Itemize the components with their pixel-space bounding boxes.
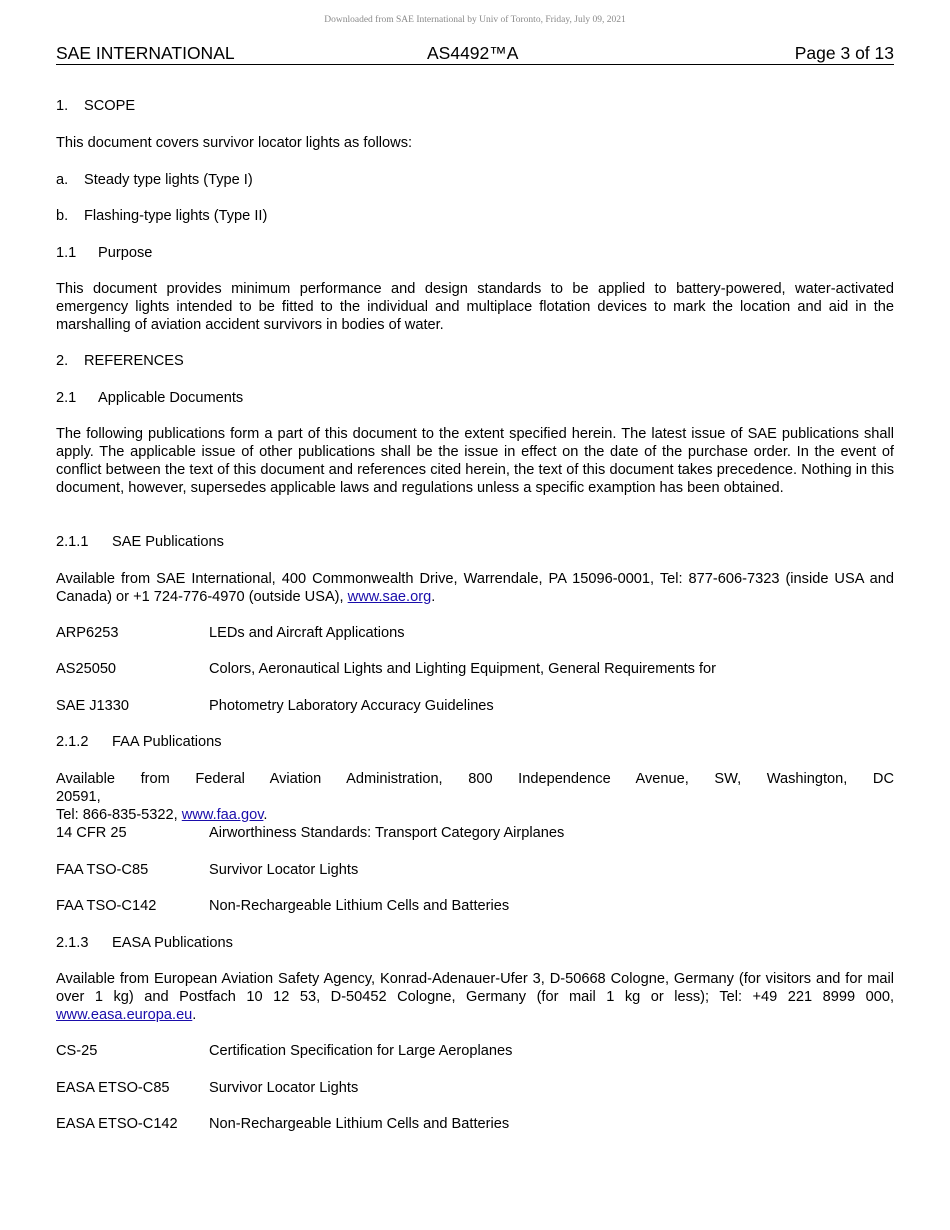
section-title: SAE Publications xyxy=(112,534,224,550)
scope-intro: This document covers survivor locator lights as follows: xyxy=(56,135,413,151)
reference-code: FAA TSO-C85 xyxy=(56,862,149,878)
reference-title: LEDs and Aircraft Applications xyxy=(209,625,405,641)
section-title: FAA Publications xyxy=(112,734,222,750)
scope-item xyxy=(56,207,894,225)
reference-code: EASA ETSO-C142 xyxy=(56,1116,178,1132)
section-title: Applicable Documents xyxy=(98,390,244,406)
download-watermark: Downloaded from SAE International by Univ of Toronto, Friday, July 09, 2021 xyxy=(324,15,626,25)
section-number: 1.1 xyxy=(56,245,77,261)
section-number: 2.1.2 xyxy=(56,734,89,750)
section-number: 2. xyxy=(56,353,69,369)
reference-row xyxy=(56,897,894,915)
reference-title: Non-Rechargeable Lithium Cells and Batteries xyxy=(209,1116,510,1132)
reference-row xyxy=(56,1042,894,1060)
item-text: Flashing-type lights (Type II) xyxy=(84,208,268,224)
header-org: SAE INTERNATIONAL xyxy=(56,43,235,63)
header-page-number: Page 3 of 13 xyxy=(794,43,894,63)
reference-row xyxy=(56,697,894,715)
item-letter: a. xyxy=(56,172,69,188)
reference-row xyxy=(56,861,894,879)
section-number: 1. xyxy=(56,98,69,114)
item-text: Steady type lights (Type I) xyxy=(84,172,253,188)
section-title: Purpose xyxy=(98,245,153,261)
reference-title: Colors, Aeronautical Lights and Lighting Equipment, General Requirements for xyxy=(209,661,717,677)
section-number: 2.1.1 xyxy=(56,534,89,550)
section-heading-sae-publications xyxy=(56,533,894,551)
applicable-documents-paragraph: The following publications form a part of this document to the extent specified herein. The latest issue of SAE publications shall apply. The applicable issue of other publications shall be the issue in effect on the date of the purchase order. In the event of conflict between the text of this document and references cited herein, the text of this document takes precedence. Nothing in this document, however, supersedes applicable laws and regulations unless a specific examption has been obtained. xyxy=(56,426,894,496)
section-heading-scope xyxy=(56,97,894,115)
reference-title: Photometry Laboratory Accuracy Guidelines xyxy=(209,698,494,714)
period: . xyxy=(192,1007,197,1023)
availability-text: Available from SAE International, 400 Commonwealth Drive, Warrendale, PA 15096-0001, Tel: 877-606-7323 (inside USA and Canada) or +1 724-776-4970 (outside USA), xyxy=(56,571,894,605)
section-heading-purpose xyxy=(56,244,894,262)
section-heading-faa-publications xyxy=(56,733,894,751)
reference-code: EASA ETSO-C85 xyxy=(56,1080,170,1096)
reference-row xyxy=(56,824,894,842)
reference-code: 14 CFR 25 xyxy=(56,825,127,841)
section-heading-applicable-documents xyxy=(56,389,894,407)
sae-website-link[interactable]: www.sae.org xyxy=(347,589,432,605)
section-number: 2.1 xyxy=(56,390,77,406)
availability-line: Available from Federal Aviation Administration, 800 Independence Avenue, SW, Washington, DC 20591, xyxy=(56,771,894,805)
section-heading-references xyxy=(56,352,894,370)
reference-code: CS-25 xyxy=(56,1043,98,1059)
section-number: 2.1.3 xyxy=(56,935,89,951)
section-title: SCOPE xyxy=(84,98,136,114)
page-header xyxy=(56,43,894,65)
reference-code: ARP6253 xyxy=(56,625,119,641)
faa-availability-paragraph xyxy=(56,770,894,824)
easa-website-link[interactable]: www.easa.europa.eu xyxy=(56,1007,193,1023)
reference-code: AS25050 xyxy=(56,661,117,677)
reference-row xyxy=(56,1115,894,1133)
reference-code: SAE J1330 xyxy=(56,698,130,714)
faa-website-link[interactable]: www.faa.gov xyxy=(181,807,264,823)
sae-availability-paragraph xyxy=(56,570,894,606)
availability-text: Available from European Aviation Safety Agency, Konrad-Adenauer-Ufer 3, D-50668 Cologne, Germany (for visitors and for mail over 1 kg) and Postfach 10 12 53, D-50452 Cologne, Germany (for mail 1 kg or less); Tel: +49 221 8999 000, xyxy=(56,971,894,1005)
easa-availability-paragraph xyxy=(56,970,894,1024)
section-title: REFERENCES xyxy=(84,353,184,369)
reference-row xyxy=(56,624,894,642)
availability-text: Tel: 866-835-5322, xyxy=(56,807,178,823)
period: . xyxy=(431,589,436,605)
purpose-paragraph: This document provides minimum performance and design standards to be applied to battery-powered, water-activated emergency lights intended to be fitted to the individual and multiplace flotation devices to mark the location and aid in the marshalling of aviation accident survivors in bodies of water. xyxy=(56,281,894,333)
header-doc-id: AS4492™A xyxy=(427,43,519,63)
availability-line-2 xyxy=(56,806,894,824)
period: . xyxy=(263,807,268,823)
reference-row xyxy=(56,1079,894,1097)
reference-title: Non-Rechargeable Lithium Cells and Batteries xyxy=(209,898,510,914)
reference-title: Certification Specification for Large Aeroplanes xyxy=(209,1043,513,1059)
scope-item xyxy=(56,171,894,189)
reference-title: Survivor Locator Lights xyxy=(209,862,359,878)
section-title: EASA Publications xyxy=(112,935,233,951)
reference-row xyxy=(56,660,894,678)
section-heading-easa-publications xyxy=(56,934,894,952)
reference-title: Survivor Locator Lights xyxy=(209,1080,359,1096)
reference-title: Airworthiness Standards: Transport Category Airplanes xyxy=(209,825,565,841)
reference-code: FAA TSO-C142 xyxy=(56,898,157,914)
item-letter: b. xyxy=(56,208,69,224)
